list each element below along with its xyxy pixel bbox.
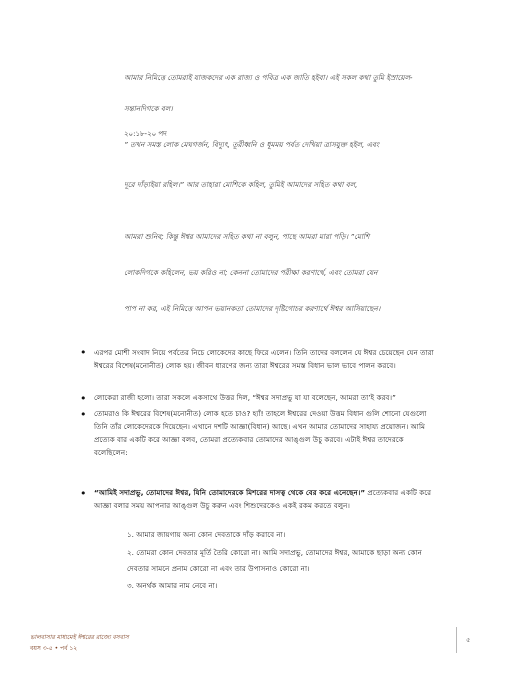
bullet-1-line-2: ঈশ্বরের বিশেষ(মনোনীত) লোক হয়। জীবন ধারণের জন্য তারা ঈশ্বরের সমস্ত বিধান ভাল ভাবে পালন করবে। [94,361,396,370]
bullet-marker: • [80,408,87,421]
bullet-paragraph-1 [94,346,498,372]
commandment-2: ২. তোমরা কোন দেবতার মূর্তি তৈরি কোরো না। আমি সদাপ্রভু, তোমাদের ঈশ্বর, আমাকে ছাড়া অন্য কোন [127,548,422,557]
bullet-marker: • [80,346,87,359]
footer-subtitle: বয়স ৩-৫ • পর্ব ১২ [30,645,78,652]
bullet-4-line-2: আজ্ঞা বলার সময় আপনার আঙ্গুল উচু করুন এবং শিশুদেরকেও একই রকম করতে বলুন। [94,501,350,510]
commandment-2-continued: দেবতার সামনে প্রনাম কোরো না এবং তার উপাসনাও কোরো না। [127,564,310,573]
footer-divider [456,627,457,653]
bullet-marker: • [80,392,87,405]
bullet-3-line-2: তিনি তাঁর লোকেদেরকে দিয়েছেন। এখানে দশটি আজ্ঞা(বিধান) আছে। এখন আমার তোমাদের সাহায্য প্রয়োজন। আমি [94,422,426,431]
verse-reference: ২০:১৮-২০ পদ [124,130,167,138]
quote-line-3: ” তখন সমস্ত লোক মেঘগর্জন, বিদ্যুৎ, তূরীধ্বনি ও ধূমময় পর্বত দেখিয়া ত্রাসযুক্ত হইল, এবং [124,140,380,149]
bullet-2-line-1: লোকেরা রাজী হলো। তারা সকলে একসাথে উত্তর দিল, “ঈশ্বর সদাপ্রভু যা যা বলেছেন, আমরা তা’ই করব।” [94,393,396,402]
quote-line-6: লোকদিগকে কহিলেন, ভয় করিও না; কেননা তোমাদের পরীক্ষা করণার্থে, এবং তোমরা যেন [124,268,378,277]
bullet-4-line-1 [94,486,498,499]
commandment-1: ১. আমার জায়গায় অন্য কোন দেবতাকে দাঁড় করাবে না। [127,530,286,539]
bullet-3-line-4: বলেছিলেন: [94,448,128,457]
quote-line-5: আমরা শুনিব; কিন্তু ঈশ্বর আমাদের সহিত কথা না বলুন, পাছে আমরা মারা পড়ি। ”মোশি [124,232,370,241]
bullet-4-rest: প্রত্যেকবার একটি করে [365,488,432,497]
bullet-paragraph-4 [94,486,498,512]
footer-title: ভালবাসার মাধ্যমেই ঈশ্বরের রাজ্যে বসবাস [30,634,129,641]
bullet-paragraph-3 [94,407,498,459]
quote-line-2: সন্তানদিগকে বল। [124,104,173,113]
bullet-paragraph-2 [94,391,498,404]
bullet-3-line-3: প্রত্যেক বার একটি করে আজ্ঞা বলব, তোমরা প্রত্যেকবার তোমাদের আঙ্গুল উচু করবে। এটাই ঈশ্বর তাদেরকে [94,435,404,444]
bullet-1-line-1: এরপর মোশী সংবাদ নিয়ে পর্বতের নিচে লোকেদের কাছে ফিরে এলেন। তিনি তাদের বললেন যে ঈশ্বর চেয়েছেন যেন তারা [94,348,434,357]
bullet-marker: • [80,487,87,500]
quote-line-4: দূরে দাঁড়াইয়া রহিল।” আর তাহারা মোশিকে কহিল, তুমিই আমাদের সহিত কথা বল, [124,180,358,189]
commandment-3: ৩. অনর্থক আমার নাম নেবে না। [127,581,218,590]
bullet-4-lead: “আমিই সদাপ্রভু, তোমাদের ঈশ্বর, যিনি তোমাদেরকে মিশরের দাসত্ব থেকে বের করে এনেছেন।” [94,488,366,497]
quote-line-7: পাপ না কর, এই নিমিত্তে আপন ভয়ানকতা তোমাদের দৃষ্টিগোচর করণার্থে ঈশ্বর আসিয়াছেন। [124,304,381,313]
quote-line-1: আমার নিমিত্তে তোমরাই যাজকদের এক রাজ্য ও পবিত্র এক জাতি হইবা। এই সকল কথা তুমি ইস্রায়েল- [124,73,413,82]
page-number: ৫ [466,636,471,644]
bullet-3-line-1: তোমরাও কি ঈশ্বরের বিশেষ(মনোনীত) লোক হতে চাও? হ্যাঁ! তাহলে ঈশ্বরের দেওয়া উত্তম বিধান গুলি শোনো যেগুলো [94,409,427,418]
